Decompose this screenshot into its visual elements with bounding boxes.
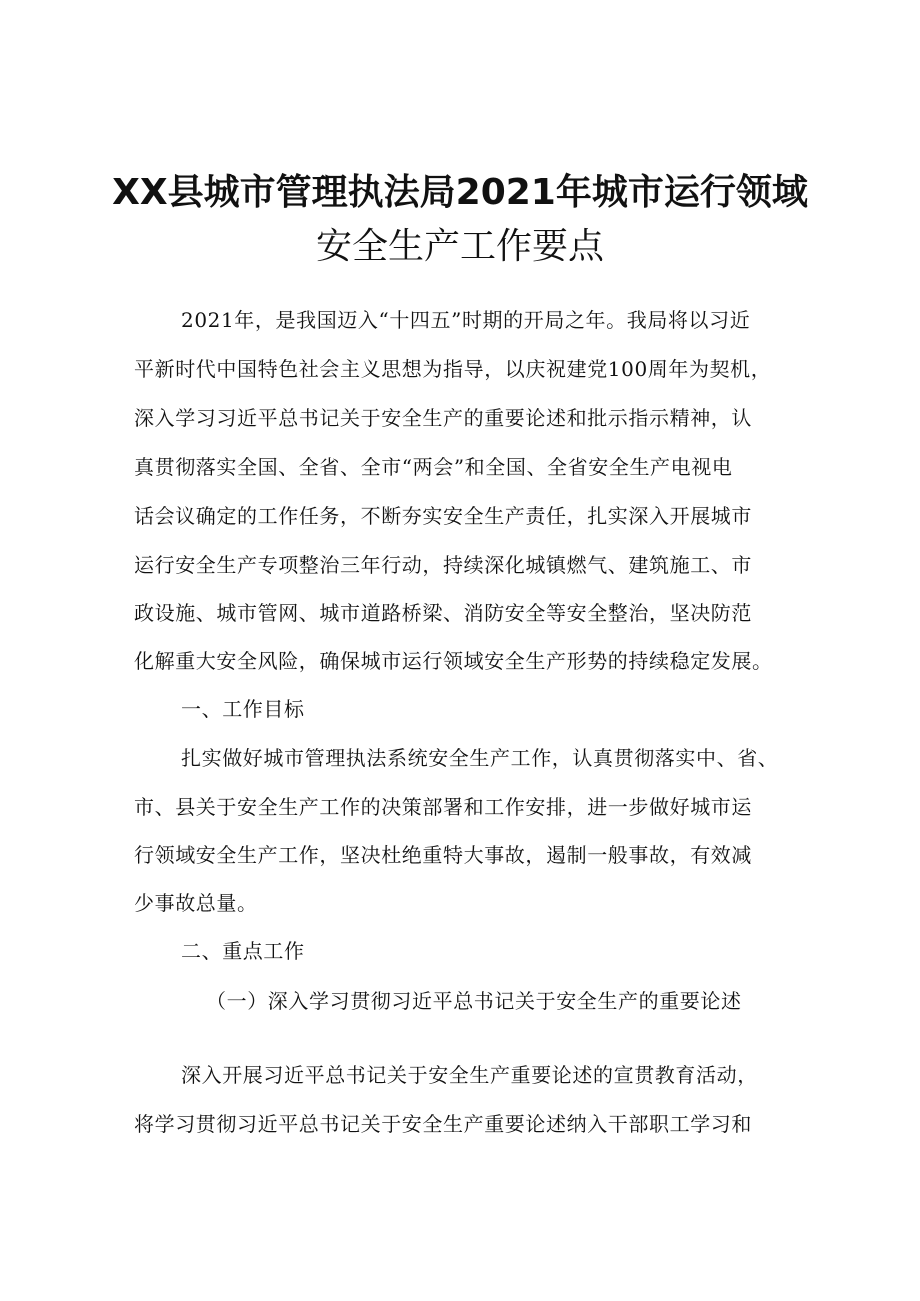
- goals-paragraph-line: 扎实做好城市管理执法系统安全生产工作，认真贯彻落实中、省、: [181, 746, 779, 770]
- section-heading-key-work: 二、重点工作: [181, 939, 305, 963]
- intro-paragraph-line: 政设施、城市管网、城市道路桥梁、消防安全等安全整治，坚决防范: [134, 601, 752, 625]
- subsection-heading-1: （一）深入学习贯彻习近平总书记关于安全生产的重要论述: [206, 989, 742, 1013]
- intro-paragraph-line: 2021年，是我国迈入“十四五”时期的开局之年。我局将以习近: [181, 308, 751, 332]
- document-title-line-1: XX县城市管理执法局2021年城市运行领域: [112, 172, 808, 213]
- goals-paragraph-line: 市、县关于安全生产工作的决策部署和工作安排，进一步做好城市运: [134, 795, 752, 819]
- intro-paragraph-line: 化解重大安全风险，确保城市运行领域安全生产形势的持续稳定发展。: [134, 649, 773, 673]
- intro-paragraph-line: 运行安全生产专项整治三年行动，持续深化城镇燃气、建筑施工、市: [134, 553, 752, 577]
- intro-paragraph-line: 话会议确定的工作任务，不断夯实安全生产责任，扎实深入开展城市: [134, 504, 752, 528]
- intro-paragraph-line: 真贯彻落实全国、全省、全市“两会”和全国、全省安全生产电视电: [134, 455, 733, 479]
- intro-paragraph-line: 深入学习习近平总书记关于安全生产的重要论述和批示指示精神，认: [134, 406, 752, 430]
- section-heading-goals: 一、工作目标: [181, 697, 305, 721]
- subsection-paragraph-line: 将学习贯彻习近平总书记关于安全生产重要论述纳入干部职工学习和: [134, 1112, 752, 1136]
- document-title-line-2: 安全生产工作要点: [315, 226, 604, 267]
- subsection-paragraph-line: 深入开展习近平总书记关于安全生产重要论述的宣贯教育活动，: [181, 1063, 758, 1087]
- intro-paragraph-line: 平新时代中国特色社会主义思想为指导，以庆祝建党100周年为契机，: [134, 357, 772, 381]
- goals-paragraph-line: 少事故总量。: [134, 891, 258, 915]
- goals-paragraph-line: 行领域安全生产工作，坚决杜绝重特大事故，遏制一般事故，有效减: [134, 843, 752, 867]
